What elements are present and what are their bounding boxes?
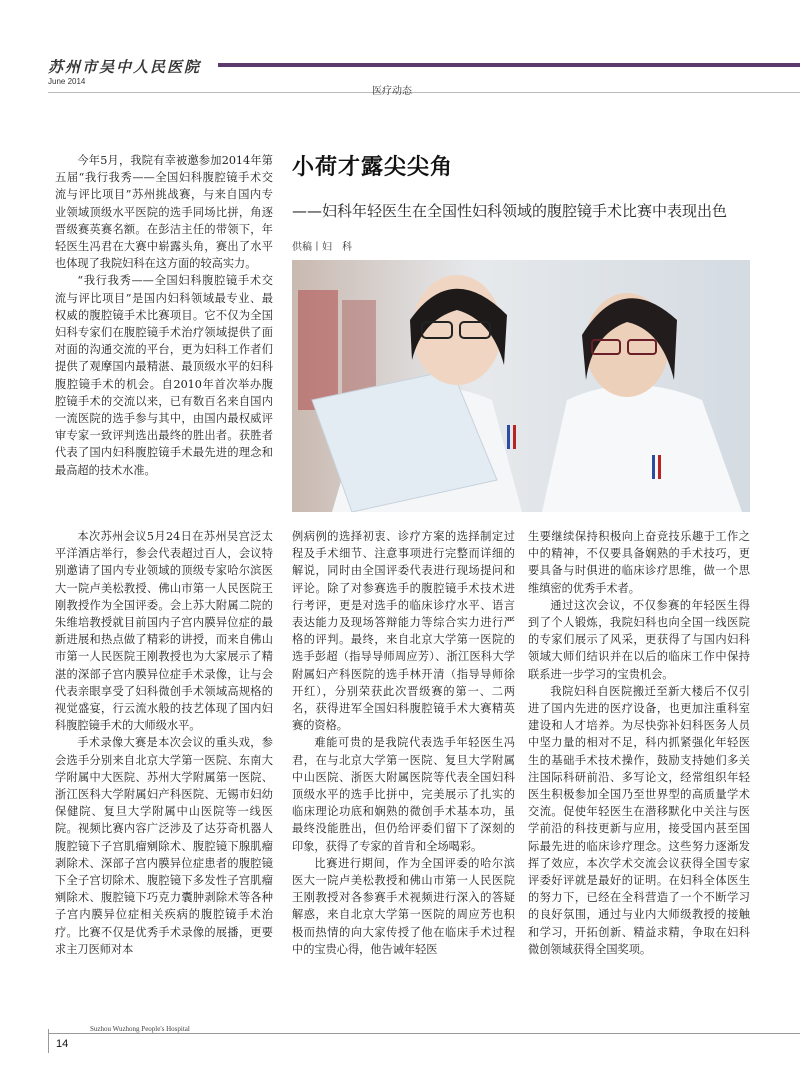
column-1-top — [55, 152, 273, 479]
paragraph: 我院妇科自医院搬迁至新大楼后不仅引进了国内先进的医疗设备，也更加注重科室建设和人才培养。为尽快弥补妇科医务人员中坚力量的相对不足，科内抓紧强化年轻医生的基础手术技术操作，鼓励支持她们多关注国际科研前沿、多写论文，经常组织年轻医生积极参加全国乃至世界型的高质量学术交流。促使年轻医生在潜移默化中关注与医学前沿的科技更新与应用，接受国内甚至国际最先进的临床诊疗理念。这些努力逐渐发挥了效应，本次学术交流会议获得全国专家评委好评就是最好的证明。在妇科全体医生的努力下，已经在全科营造了一个不断学习的良好氛围，通过与业内大师级教授的接触和学习，开拓创新、精益求精，争取在妇科微创领域获得全国奖项。 — [528, 684, 750, 956]
column-1-bottom — [55, 528, 273, 958]
footer-publication: Suzhou Wuzhong People's Hospital — [90, 1025, 190, 1033]
footer-divider — [48, 1033, 800, 1034]
header-divider — [48, 92, 800, 93]
column-3 — [528, 528, 750, 958]
page-number: 14 — [56, 1038, 69, 1050]
article-credit: 供稿丨妇 科 — [292, 242, 352, 253]
paragraph: 本次苏州会议5月24日在苏州吴宫泛太平洋酒店举行，参会代表超过百人，会议特别邀请了国内专业领域的顶级专家哈尔滨医大一院卢美松教授、佛山市第一人民医院王刚教授作为全国评委。会上苏大附属二院的朱维培教授就目前国内子宫内膜异位症的最新进展和热点做了精彩的讲授，而来自佛山市第一人民医院王刚教授也为大家展示了精湛的深部子宫内膜异位症手术录像，让与会代表亲眼享受了妇科微创手术领域高规格的视觉盛宴，行云流水般的技艺体现了国内妇科腹腔镜手术的大师级水平。 — [55, 530, 273, 733]
paragraph: 通过这次会议，不仅参赛的年轻医生得到了个人锻炼，我院妇科也向全国一线医院的专家们展示了风采，更获得了与国内妇科领域大师们结识并在以后的临床工作中保持联系进一步学习的宝贵机会。 — [528, 598, 750, 681]
article-photo — [292, 260, 750, 512]
section-label: 医疗动态 — [372, 86, 412, 97]
page-number-marker — [48, 1029, 49, 1053]
paragraph-continued: 例病例的选择初衷、诊疗方案的选择制定过程及手术细节、注意事项进行完整而详细的解说，同时由全国评委代表进行现场提问和评论。除了对参赛选手的腹腔镜手术技术进行考评，更是对选手的临床诊疗水平、语言表达能力及现场答辩能力等综合实力进行严格的评判。最终，来自北京大学第一医院的选手彭超（指导导师周应芳）、浙江医科大学附属妇产科医院的选手林开清（指导导师徐开红），分别荣获此次晋级赛的第一、二两名，获得进军全国妇科腹腔镜手术大赛精英赛的资格。 — [292, 530, 515, 733]
article-subtitle: ——妇科年轻医生在全国性妇科领域的腹腔镜手术比赛中表现出色 — [292, 202, 728, 220]
paragraph: 今年5月，我院有幸被邀参加2014年第五届“我行我秀——全国妇科腹腔镜手术交流与评比项目”苏州挑战赛，与来自国内专业领域顶级水平医院的选手同场比拼，角逐晋级赛英赛名额。在彭洁主任的带领下，年轻医生冯君在大赛中崭露头角，赛出了水平也体现了我院妇科在这方面的较高实力。 — [55, 154, 273, 271]
issue-date: June 2014 — [48, 77, 86, 86]
paragraph: 手术录像大赛是本次会议的重头戏，参会选手分别来自北京大学第一医院、东南大学附属中大医院、苏州大学附属第一医院、浙江医科大学附属妇产科医院、无锡市妇幼保健院、复旦大学附属中山医院等一线医院。视频比赛内容广泛涉及了达芬奇机器人腹腔镜下子宫肌瘤剜除术、腹腔镜下腺肌瘤剥除术、深部子宫内膜异位症患者的腹腔镜下全子宫切除术、腹腔镜下多发性子宫肌瘤剜除术、腹腔镜下巧克力囊肿剥除术等各种子宫内膜异位症相关疾病的腹腔镜手术治疗。比赛不仅是优秀手术录像的展播，更要求主刀医师对本 — [55, 736, 273, 956]
doctors-photo-illustration — [292, 260, 750, 512]
paragraph-continued: 生要继续保持积极向上奋竞技乐趣于工作之中的精神，不仅要具备娴熟的手术技巧，更要具备与时俱进的临床诊疗思维，做一个思维缜密的优秀手术者。 — [528, 530, 750, 595]
header-accent-bar — [218, 63, 800, 67]
column-2 — [292, 528, 515, 958]
paragraph: 比赛进行期间，作为全国评委的哈尔滨医大一院卢美松教授和佛山市第一人民医院王刚教授对各参赛手术视频进行深入的答疑解惑，来自北京大学第一医院的周应芳也积极而热情的向大家传授了他在临床手术过程中的宝贵心得，他告诫年轻医 — [292, 856, 515, 956]
hospital-name: 苏州市吴中人民医院 — [48, 58, 202, 76]
paragraph: “我行我秀——全国妇科腹腔镜手术交流与评比项目”是国内妇科领域最专业、最权威的腹腔镜手术比赛项目。它不仅为全国妇科专家们在腹腔镜手术治疗领域提供了面对面的沟通交流的平台，更为妇科工作者们提供了观摩国内最精湛、最顶级水平的妇科腹腔镜手术的机会。自2010年首次举办腹腔镜手术的交流以来，已有数百名来自国内一流医院的选手参与其中，由国内最权威评审专家一致评判选出最终的胜出者。获胜者代表了国内妇科腹腔镜手术最先进的理念和最高超的技术水准。 — [55, 274, 273, 477]
article-title: 小荷才露尖尖角 — [292, 155, 454, 180]
paragraph: 难能可贵的是我院代表选手年轻医生冯君，在与北京大学第一医院、复旦大学附属中山医院、浙医大附属医院等代表全国妇科顶级水平的选手比拼中，完美展示了扎实的临床理论功底和娴熟的微创手术基本功，虽最终没能胜出，但仍给评委们留下了深刻的印象，获得了专家的首肯和全场喝彩。 — [292, 736, 515, 853]
